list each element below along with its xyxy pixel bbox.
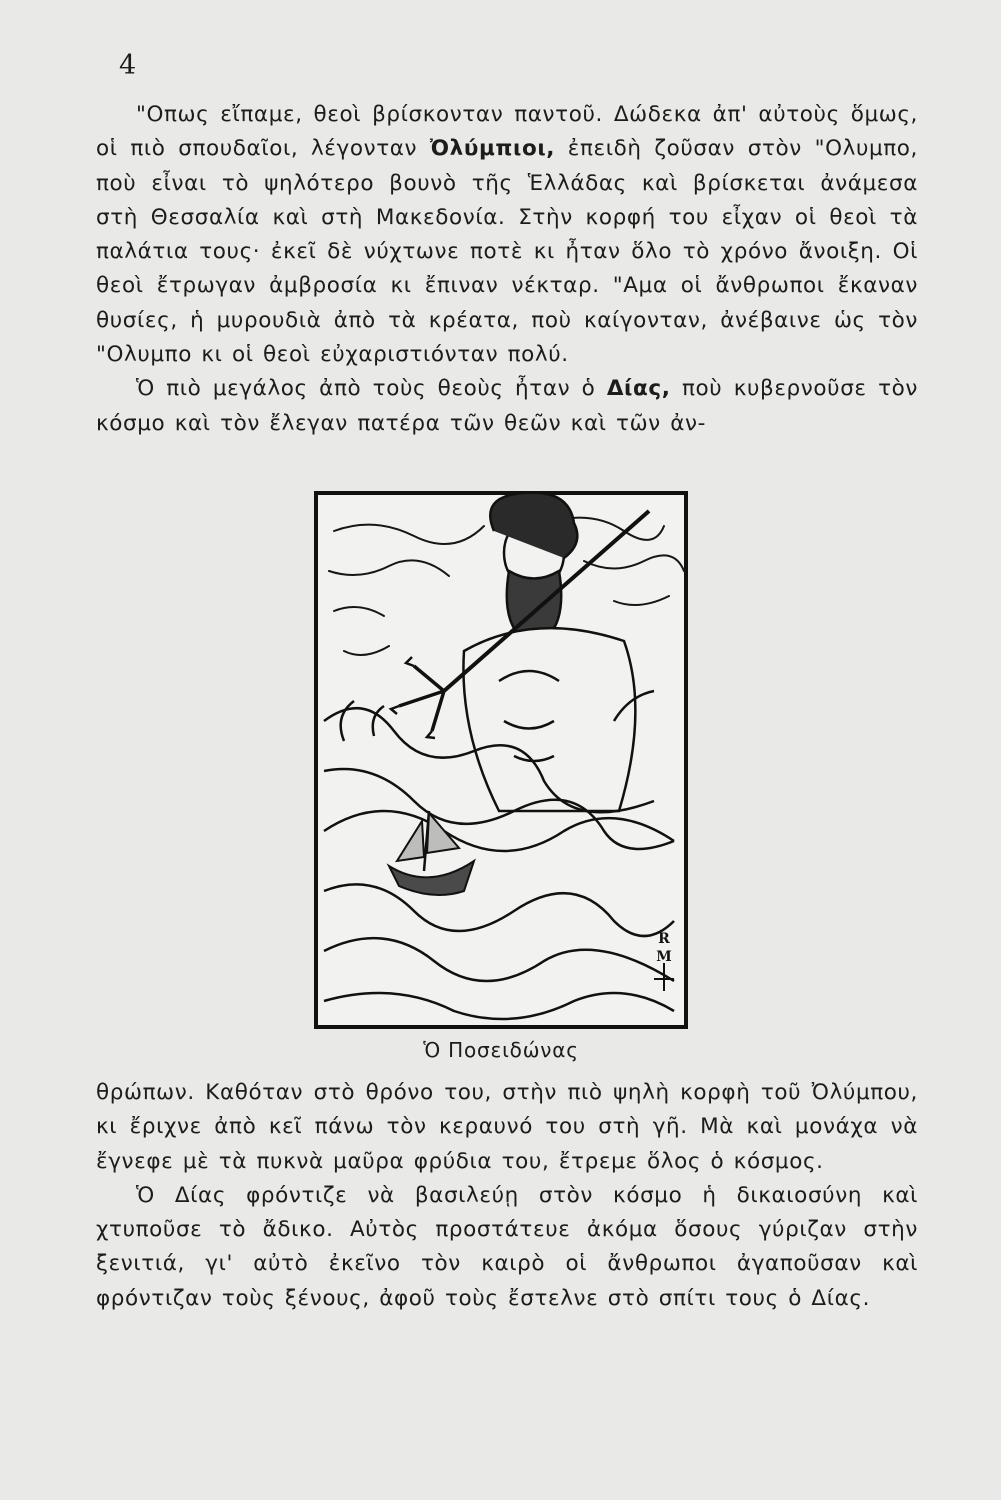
poseidon-torso <box>463 628 635 811</box>
paragraph-zeus-throne: θρώπων. Καθόταν στὸ θρόνο του, στὴν πιὸ ψηλὴ κορφὴ τοῦ Ὀλύμπου, κι ἔριχνε ἀπὸ κεῖ πάνω τὸν κεραυνό του στὴ γῆ. Μὰ καὶ μονάχα νὰ ἔγνεφε μὲ τὰ πυκνὰ μαῦρα φρύδια του, ἔτρεμε ὅλος ὁ κόσμος. <box>96 1080 918 1174</box>
monogram-letter-r: R <box>658 931 670 947</box>
paragraph-text: Ὁ πιὸ μεγάλος ἀπὸ τοὺς θεοὺς ἦταν ὁ <box>136 376 607 402</box>
paragraph-zeus-justice: Ὁ Δίας φρόντιζε νὰ βασιλεύῃ στὸν κόσμο ἡ δικαιοσύνη καὶ χτυποῦσε τὸ ἄδικο. Αὐτὸς προστάτευε ἀκόμα ὅσους γύριζαν στὴν ξενιτιά, γι' αὐτὸ ἐκεῖνο τὸν καιρὸ οἱ ἄνθρωποι ἀγαποῦσαν καὶ φρόντιζαν τοὺς ξένους, ἀφοῦ τοὺς ἔστελνε στὸ σπίτι τους ὁ Δίας. <box>96 1182 918 1311</box>
bold-term-zeus: Δίας, <box>606 376 671 402</box>
poseidon-illustration <box>314 491 688 1029</box>
figure-caption: Ὁ Ποσειδώνας <box>423 1038 579 1062</box>
page-number: 4 <box>119 50 137 81</box>
paragraph-text: ἐπειδὴ ζοῦσαν στὸν "Ολυμπο, ποὺ εἶναι τὸ ψηλότερο βουνὸ τῆς Ἑλλάδας καὶ βρίσκεται ἀνάμεσα στὴ Θεσσαλία καὶ στὴ Μακεδονία. Στὴν κορφή του εἶχαν οἱ θεοὶ τὰ παλάτια τους· ἐκεῖ δὲ νύχτωνε ποτὲ κι ἦταν ὅλο τὸ χρόνο ἄνοιξη. Οἱ θεοὶ ἔτρωγαν ἀμβροσία κι ἔπιναν νέκταρ. "Αμα οἱ ἄνθρωποι ἔκαναν θυσίες, ἡ μυρουδιὰ ἀπὸ τὰ κρέατα, ποὺ καίγονταν, ἀνέβαινε ὡς τὸν "Ολυμπο κι οἱ θεοὶ εὐχαριστιόνταν πολύ. <box>96 136 918 368</box>
monogram-letter-m: M <box>656 949 672 965</box>
paragraph-text: ποὺ κυβερνοῦσε τὸν κόσμο καὶ τὸν ἔλεγαν πατέρα τῶν θεῶν καὶ τῶν ἀν- <box>96 376 918 436</box>
bold-term-olympians: Ὀλύμπιοι, <box>429 136 556 162</box>
upper-text-block <box>96 98 918 441</box>
paragraph-text: "Οπως εἴπαμε, θεοὶ βρίσκονταν παντοῦ. Δώδεκα ἀπ' αὐτοὺς ὅμως, οἱ πιὸ σπουδαῖοι, λέγονταν <box>96 102 918 162</box>
paragraph-zeus-intro <box>96 372 918 441</box>
lower-text-block <box>96 1076 918 1316</box>
paragraph-olympians <box>96 98 918 372</box>
